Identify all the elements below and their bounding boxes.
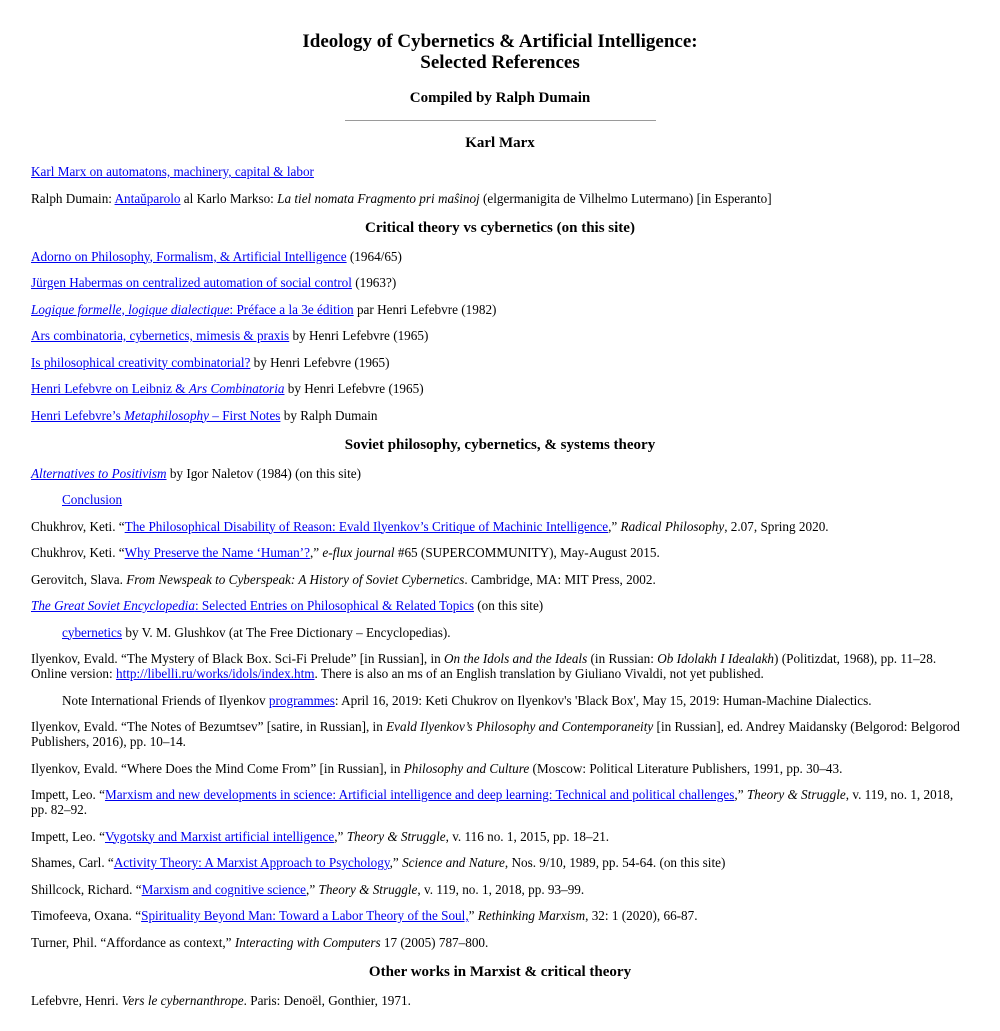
reference-text: ) (Politizdat, 1968), pp. 11–28. Online version: [31, 651, 937, 681]
reference-item [31, 466, 969, 481]
reference-link[interactable] [31, 598, 474, 613]
page-title-line1: Ideology of Cybernetics & Artificial Intelligence: [302, 31, 698, 52]
reference-link-text: Henri Lefebvre on Leibniz & [31, 381, 189, 396]
reference-link[interactable] [31, 466, 167, 481]
reference-title: Science and Nature [402, 855, 505, 870]
reference-link-title: Metaphilosophy [124, 407, 209, 423]
reference-url-link[interactable]: http://libelli.ru/works/idols/index.htm [115, 666, 315, 681]
reference-text: Impett, Leo. “ [31, 828, 105, 844]
reference-item [31, 381, 969, 396]
reference-title: On the Idols and the Ideals [444, 651, 588, 666]
reference-text: ” [468, 908, 478, 923]
reference-item [31, 328, 969, 343]
reference-text: [in Russian], ed. Andrey Maidansky (Belgorod: Belgorod Publishers, 2016), pp. 10–14. [31, 719, 960, 749]
reference-item [31, 719, 969, 749]
reference-subitem [31, 625, 969, 640]
reference-text: Chukhrov, Keti. “ [31, 518, 125, 534]
reference-item [31, 935, 969, 950]
reference-link[interactable]: Activity Theory: A Marxist Approach to Psychology [113, 855, 390, 870]
reference-item [31, 408, 969, 423]
reference-link[interactable]: Why Preserve the Name ‘Human’? [124, 545, 310, 560]
reference-link-text: – First Notes [209, 407, 281, 423]
reference-link-title: Ars Combinatoria [188, 381, 285, 396]
reference-text: Ilyenkov, Evald. “The Mystery of Black Box. Sci-Fi Prelude” [in Russian], in [31, 651, 445, 666]
reference-text: , v. 119, no. 1, 2018, pp. 93–99. [417, 881, 585, 897]
reference-link[interactable]: Marxism and cognitive science [141, 881, 307, 897]
reference-title: Evald Ilyenkov’s Philosophy and Contemporaneity [386, 719, 654, 734]
reference-item [31, 302, 969, 317]
reference-text: by Henri Lefebvre (1965) [250, 354, 390, 370]
reference-subitem [31, 492, 969, 507]
reference-item [31, 545, 969, 560]
reference-link[interactable]: Spirituality Beyond Man: Toward a Labor Theory of the Soul, [141, 908, 469, 923]
reference-text: . Cambridge, MA: MIT Press, 2002. [464, 571, 656, 587]
reference-link[interactable]: Antaŭparolo [114, 190, 181, 206]
reference-title: Radical Philosophy [620, 518, 725, 534]
compiler-credit: Compiled by Ralph Dumain [409, 90, 591, 106]
reference-text: Shillcock, Richard. “ [31, 881, 142, 897]
reference-text: by Henri Lefebvre (1965) [289, 328, 429, 343]
reference-title: Ob Idolakh I Idealakh [657, 651, 775, 666]
header-divider [345, 120, 656, 121]
reference-text: , v. 116 no. 1, 2015, pp. 18–21. [445, 828, 610, 844]
reference-text: . There is also an ms of an English translation by Giuliano Vivaldi, not yet published. [314, 666, 764, 681]
reference-text: Ilyenkov, Evald. “Where Does the Mind Come From” [in Russian], in [31, 760, 404, 776]
reference-text: ,” [306, 881, 319, 897]
reference-title: Philosophy and Culture [403, 760, 530, 776]
reference-text: ,” [334, 828, 347, 844]
reference-link[interactable]: Adorno on Philosophy, Formalism, & Artificial Intelligence [31, 248, 347, 264]
reference-item [31, 993, 969, 1008]
reference-text: by Igor Naletov (1984) (on this site) [166, 465, 362, 481]
reference-link-title: Logique formelle, logique dialectique [31, 301, 230, 317]
reference-item [31, 275, 969, 290]
reference-title: From Newspeak to Cyberspeak: A History of Soviet Cybernetics [126, 571, 465, 587]
reference-text: (in Russian: [587, 651, 658, 666]
reference-text: al Karlo Markso: [180, 190, 278, 206]
reference-item [31, 787, 969, 817]
reference-text: (on this site) [473, 598, 544, 613]
reference-text: par Henri Lefebvre (1982) [353, 301, 497, 317]
reference-text: : April 16, 2019: Keti Chukrov on Ilyenkov's 'Black Box', May 15, 2019: Human-Machine Dialectics. [334, 692, 872, 708]
reference-link[interactable] [31, 302, 354, 317]
reference-link[interactable]: Vygotsky and Marxist artificial intelligence [104, 828, 335, 844]
reference-link[interactable]: Karl Marx on automatons, machinery, capital & labor [31, 164, 314, 179]
reference-text: Ilyenkov, Evald. “The Notes of Bezumtsev” [satire, in Russian], in [31, 719, 387, 734]
reference-link-title: The Great Soviet Encyclopedia [31, 598, 195, 613]
reference-link[interactable]: cybernetics [62, 624, 123, 640]
section-heading-karl-marx: Karl Marx [465, 135, 535, 151]
reference-text: Shames, Carl. “ [31, 855, 114, 870]
reference-title: Rethinking Marxism [477, 908, 586, 923]
document-page [0, 31, 1000, 1008]
reference-link-text: Henri Lefebvre’s [31, 407, 125, 423]
reference-text: #65 (SUPERCOMMUNITY), May-August 2015. [394, 545, 660, 560]
section-heading-soviet-philosophy: Soviet philosophy, cybernetics, & systems theory [344, 436, 656, 453]
reference-link[interactable]: Marxism and new developments in science: Artificial intelligence and deep learning: Technical and political challenges [104, 787, 735, 802]
reference-text: ,” [309, 545, 323, 560]
reference-text: ,” [734, 787, 747, 802]
reference-item [31, 651, 969, 681]
reference-subitem [31, 693, 969, 708]
page-title-line2: Selected References [420, 52, 580, 73]
reference-link[interactable]: Jürgen Habermas on centralized automation of social control [31, 275, 352, 290]
reference-text: (1964/65) [346, 248, 402, 264]
reference-item [31, 519, 969, 534]
reference-title: Interacting with Computers [234, 934, 381, 950]
reference-text: Note International Friends of Ilyenkov [62, 692, 269, 708]
reference-text: Ralph Dumain: [31, 190, 115, 206]
reference-item [31, 882, 969, 897]
reference-text: ,” [608, 518, 621, 534]
reference-text: 17 (2005) 787–800. [380, 934, 489, 950]
reference-text: (elgermanigita de Vilhelmo Lutermano) [in Esperanto] [479, 190, 772, 206]
reference-title: e-flux journal [322, 545, 395, 560]
reference-text: by V. M. Glushkov (at The Free Dictionary – Encyclopedias). [122, 624, 451, 640]
reference-text: by Ralph Dumain [280, 407, 378, 423]
reference-text: (1963?) [351, 275, 397, 290]
reference-text: ,” [389, 855, 403, 870]
reference-text: . Paris: Denoël, Gonthier, 1971. [243, 992, 411, 1008]
reference-text: Timofeeva, Oxana. “ [31, 908, 142, 923]
reference-item [31, 355, 969, 370]
reference-item [31, 829, 969, 844]
reference-text: Lefebvre, Henri. [31, 992, 122, 1008]
reference-link[interactable]: programmes [268, 692, 335, 708]
reference-item [31, 572, 969, 587]
reference-item [31, 249, 969, 264]
section-heading-critical-theory: Critical theory vs cybernetics (on this site) [365, 219, 635, 236]
reference-link[interactable]: Is philosophical creativity combinatorial? [31, 354, 251, 370]
reference-text: , Nos. 9/10, 1989, pp. 54-64. (on this site) [504, 855, 726, 870]
reference-link-text: : Préface a la 3e édition [229, 301, 354, 317]
reference-text: , 32: 1 (2020), 66-87. [585, 908, 698, 923]
reference-link-text: : Selected Entries on Philosophical & Related Topics [194, 598, 474, 613]
reference-link[interactable] [31, 381, 284, 396]
reference-title: Theory & Struggle [746, 787, 846, 802]
reference-item [31, 164, 969, 179]
reference-text: by Henri Lefebvre (1965) [284, 381, 424, 396]
reference-title: Theory & Struggle [318, 881, 418, 897]
reference-link[interactable]: The Philosophical Disability of Reason: Evald Ilyenkov’s Critique of Machinic Intelligence [124, 518, 609, 534]
reference-text: Chukhrov, Keti. “ [31, 545, 125, 560]
reference-text: Turner, Phil. “Affordance as context,” [31, 934, 235, 950]
reference-title: Vers le cybernanthrope [121, 992, 244, 1008]
reference-link[interactable] [31, 408, 280, 423]
reference-text: , 2.07, Spring 2020. [724, 518, 829, 534]
reference-item [31, 908, 969, 923]
reference-text: Gerovitch, Slava. [31, 571, 127, 587]
reference-text: Impett, Leo. “ [31, 787, 105, 802]
reference-link[interactable]: Conclusion [62, 492, 123, 507]
page-title [31, 31, 969, 73]
reference-item [31, 191, 969, 206]
reference-link[interactable]: Ars combinatoria, cybernetics, mimesis & praxis [31, 328, 290, 343]
reference-text: , v. 119, no. 1, 2018, pp. 82–92. [31, 787, 954, 817]
reference-title: La tiel nomata Fragmento pri maŝinoj [277, 190, 480, 206]
section-heading-other-works: Other works in Marxist & critical theory [368, 963, 632, 980]
reference-title: Theory & Struggle [346, 828, 446, 844]
reference-text: (Moscow: Political Literature Publishers, 1991, pp. 30–43. [529, 760, 843, 776]
reference-item [31, 761, 969, 776]
reference-item [31, 598, 969, 613]
reference-link-title: Alternatives to Positivism [31, 465, 167, 481]
reference-item [31, 855, 969, 870]
